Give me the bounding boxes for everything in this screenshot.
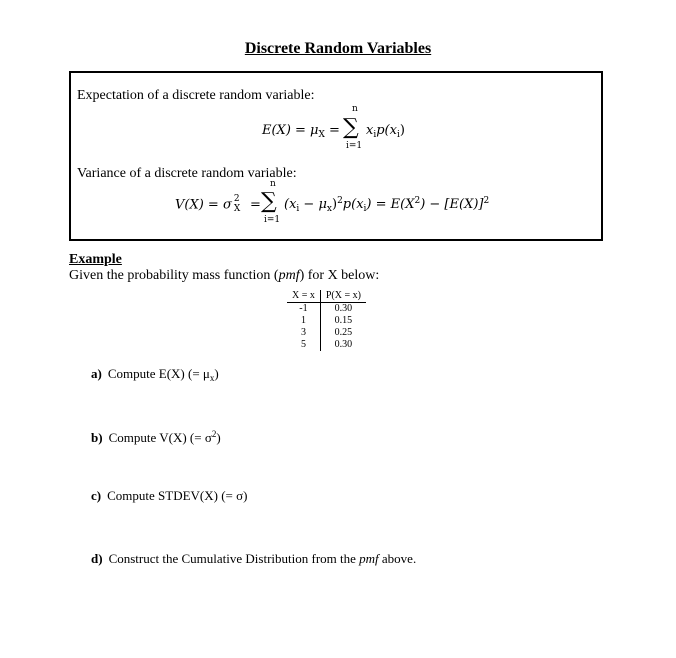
expectation-lhs: $E(X) = \mu_X$ = — [262, 123, 340, 140]
column-header-x: X = x — [287, 290, 320, 303]
table-cell-p: 0.15 — [334, 315, 353, 326]
question-b: b) Compute V(X) (= $\sigma^2$) — [91, 429, 221, 445]
table-cell-p: 0.30 — [334, 339, 353, 350]
variance-sum-lower: i=1 — [264, 215, 281, 225]
variance-label: Variance of a discrete random variable: — [77, 166, 297, 181]
table-row — [287, 315, 366, 327]
sigma-sum-icon: ∑ — [261, 189, 277, 214]
table-row — [287, 303, 366, 316]
column-header-p: P(X = x) — [320, 290, 366, 303]
variance-sum-upper: n — [270, 179, 276, 189]
table-cell-x: 5 — [287, 339, 320, 351]
table-row — [287, 339, 366, 351]
table-cell-x: 1 — [287, 315, 320, 327]
question-c: c) Compute STDEV(X) (= σ) — [91, 488, 248, 503]
expectation-sum-upper: n — [352, 104, 358, 114]
page-title: Discrete Random Variables — [244, 40, 432, 57]
expectation-sum-lower: i=1 — [346, 141, 363, 151]
variance-rhs: $(x_i - \mu_x)^2p(x_i) = E(X^2) - [E(X)]^2$ — [284, 196, 490, 214]
question-a: a) Compute E(X) (= $\mu_x$) — [91, 366, 219, 383]
pmf-table-header — [287, 290, 366, 303]
table-cell-p: 0.30 — [334, 303, 353, 314]
example-intro: Given the probability mass function (pmf) for X below: — [69, 268, 380, 283]
expectation-label: Expectation of a discrete random variable: — [77, 88, 315, 103]
question-d: d) Construct the Cumulative Distribution from the pmf above. — [91, 551, 417, 566]
table-cell-p: 0.25 — [334, 327, 353, 338]
pmf-table — [287, 290, 366, 351]
expectation-rhs: $x_ip(x_i)$ — [366, 123, 405, 140]
sigma-sum-icon: ∑ — [343, 115, 359, 140]
variance-lhs: V(X) = σ 2 X = — [175, 194, 261, 214]
table-cell-x: 3 — [287, 327, 320, 339]
table-cell-x: -1 — [287, 303, 320, 316]
table-row — [287, 327, 366, 339]
example-heading: Example — [69, 252, 122, 267]
